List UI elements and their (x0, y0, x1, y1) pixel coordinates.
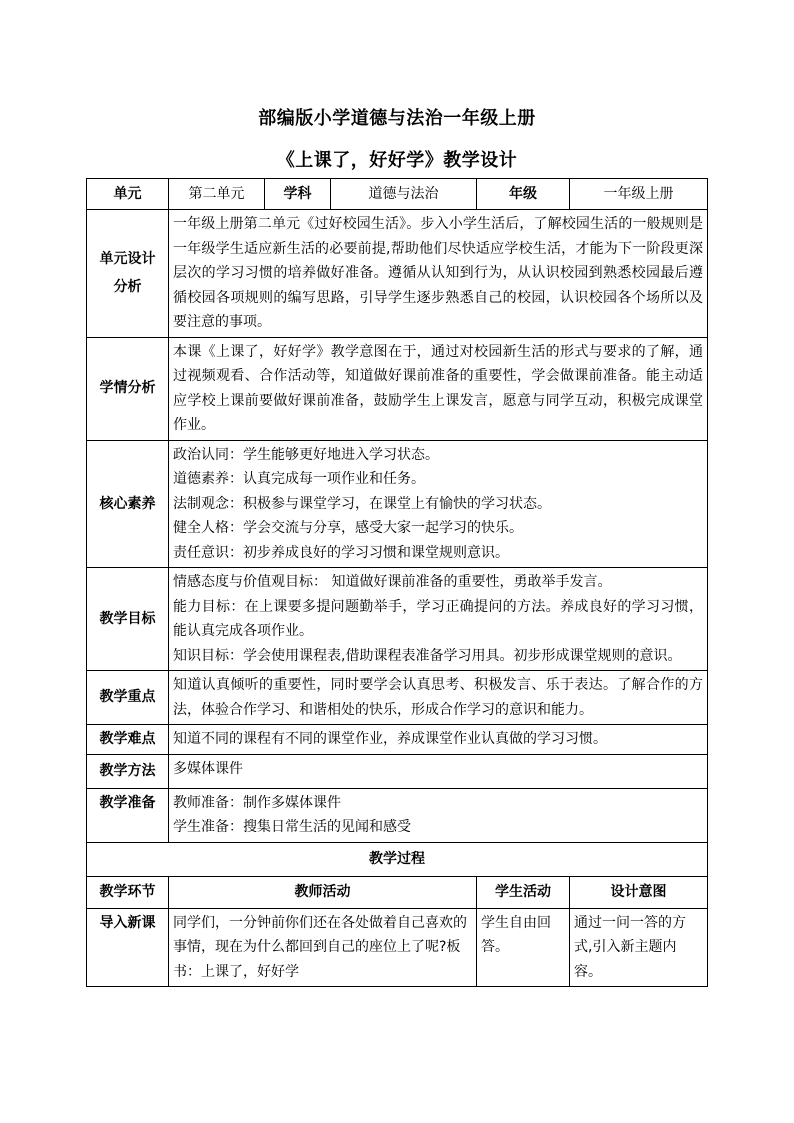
student-analysis-row (87, 337, 708, 440)
key-points-label: 教学重点 (87, 671, 169, 725)
table-row (87, 908, 708, 987)
teaching-goals-content (169, 568, 708, 671)
process-design-intent: 通过一问一答的方式,引入新主题内容。 (570, 908, 708, 987)
unit-analysis-text: 一年级上册第二单元《过好校园生活》。步入小学生活后，了解校园生活的一般规则是一年级学生适应新生活的必要前提,帮助他们尽快适应学校生活，才能为下一阶段更深层次的学习习惯的培养做好准备。遵循从认知到行为，从认识校园到熟悉校园最后遵循校园各项规则的编写思路，引导学生逐步熟悉自己的校园，认识校园各个场所以及要注意的事项。 (169, 210, 708, 338)
preparation-line: 学生准备：搜集日常生活的见闻和感受 (173, 819, 411, 835)
grade-value: 一年级上册 (570, 179, 708, 210)
key-points-row (87, 671, 708, 725)
core-literacy-row (87, 440, 708, 568)
unit-analysis-label: 单元设计分析 (87, 210, 169, 338)
unit-label: 单元 (87, 179, 169, 210)
student-analysis-text: 本课《上课了，好好学》教学意图在于，通过对校园新生活的形式与要求的了解，通过视频观看、合作活动等，知道做好课前准备的重要性，学会做课前准备。能主动适应学校上课前要做好课前准备，鼓励学生上课发言，愿意与同学互动，积极完成课堂作业。 (169, 337, 708, 440)
methods-row (87, 754, 708, 788)
key-points-text: 知道认真倾听的重要性，同时要学会认真思考、积极发言、乐于表达。了解合作的方法，体验合作学习、和谐相处的快乐，形成合作学习的意识和能力。 (169, 671, 708, 725)
column-header-teacher: 教师活动 (169, 876, 477, 908)
methods-label: 教学方法 (87, 754, 169, 788)
subject-value: 道德与法治 (331, 179, 477, 210)
difficulties-label: 教学难点 (87, 725, 169, 755)
process-student-activity: 学生自由回答。 (477, 908, 570, 987)
document-subtitle: 《上课了，好好学》教学设计 (276, 150, 518, 171)
teaching-goal-line: 情感态度与价值观目标： 知道做好课前准备的重要性，勇敢举手发言。 (173, 574, 612, 590)
lesson-plan-table (86, 178, 708, 987)
core-literacy-line: 政治认同：学生能够更好地进入学习状态。 (173, 446, 439, 463)
core-literacy-line: 法制观念：积极参与课堂学习，在课堂上有愉快的学习状态。 (173, 495, 551, 512)
core-literacy-label: 核心素养 (87, 440, 169, 568)
process-teacher-activity: 同学们，一分钟前你们还在各处做着自己喜欢的事情，现在为什么都回到自己的座位上了呢?板书：上课了，好好学 (169, 908, 477, 987)
teaching-goals-row (87, 568, 708, 671)
grade-label: 年级 (477, 179, 570, 210)
core-literacy-content (169, 440, 708, 568)
process-heading-row (87, 842, 708, 876)
column-header-student: 学生活动 (477, 876, 570, 908)
column-header-intent: 设计意图 (570, 876, 708, 908)
core-literacy-line: 健全人格：学会交流与分享，感受大家一起学习的快乐。 (173, 520, 523, 536)
unit-analysis-row (87, 210, 708, 338)
process-columns-row (87, 876, 708, 908)
student-analysis-label: 学情分析 (87, 337, 169, 440)
header-row (87, 179, 708, 210)
preparation-label: 教学准备 (87, 788, 169, 842)
preparation-line: 教师准备：制作多媒体课件 (173, 794, 341, 811)
preparation-content (169, 788, 708, 842)
core-literacy-line: 道德素养：认真完成每一项作业和任务。 (173, 471, 425, 487)
document-title: 部编版小学道德与法治一年级上册 (258, 108, 536, 129)
preparation-row (87, 788, 708, 842)
difficulties-row (87, 725, 708, 755)
process-stage: 导入新课 (87, 908, 169, 987)
difficulties-text: 知道不同的课程有不同的课堂作业，养成课堂作业认真做的学习习惯。 (169, 725, 708, 755)
unit-value: 第二单元 (169, 179, 265, 210)
process-heading: 教学过程 (87, 842, 708, 876)
methods-text: 多媒体课件 (169, 754, 708, 788)
column-header-stage: 教学环节 (87, 876, 169, 908)
teaching-goal-line: 能力目标：在上课要多提问题勤举手，学习正确提问的方法。养成良好的学习习惯，能认真完成各项作业。 (173, 598, 703, 639)
teaching-goals-label: 教学目标 (87, 568, 169, 671)
teaching-goal-line: 知识目标：学会使用课程表,借助课程表准备学习用具。初步形成课堂规则的意识。 (173, 647, 682, 664)
subject-label: 学科 (265, 179, 331, 210)
core-literacy-line: 责任意识：初步养成良好的学习习惯和课堂规则意识。 (173, 544, 509, 561)
